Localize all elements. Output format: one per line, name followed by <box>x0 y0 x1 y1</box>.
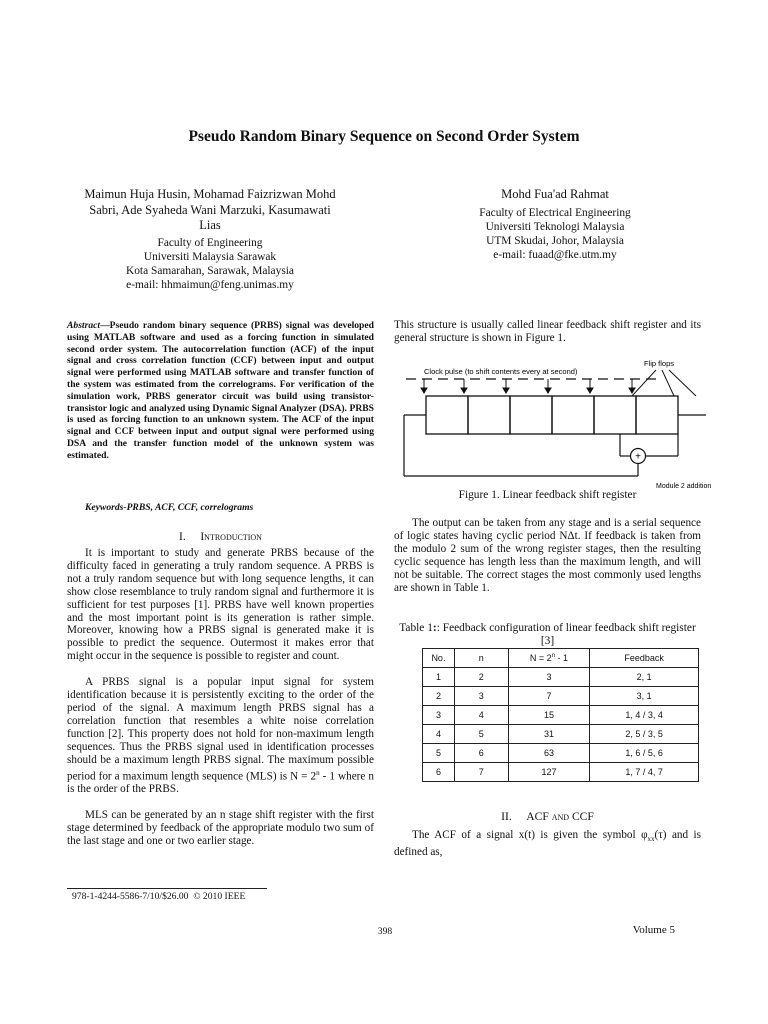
left-authors <box>50 187 370 234</box>
table-row: 5 6 63 1, 6 / 5, 6 <box>423 744 699 763</box>
superscript: n <box>316 768 320 777</box>
abstract <box>67 320 374 462</box>
table-row: 6 7 127 1, 7 / 4, 7 <box>423 763 699 782</box>
copyright: © 2010 IEEE <box>193 891 246 902</box>
isbn: 978-1-4244-5586-7/10/$26.00 <box>72 891 189 902</box>
isbn-footnote <box>72 891 245 902</box>
right-paragraph <box>394 517 701 594</box>
header-cell: No. <box>423 649 455 668</box>
section-heading-introduction <box>67 530 374 543</box>
paper-title: Pseudo Random Binary Sequence on Second Order System <box>188 128 580 145</box>
affiliation-line: Kota Samarahan, Sarawak, Malaysia <box>126 265 294 277</box>
abstract-text: —Pseudo random binary sequence (PRBS) signal was developed using MATLAB software and used as a forcing function in simulated second order system. The autocorrelation function (ACF) of the input signal and cross correlation function (CCF) between input and output signal were performed using MATLAB software and transfer function of the system was estimated from the correlograms. For verification of the simulation work, PRBS generator circuit was build using transistor-transistor logic and analyzed using Dynamic Signal Analyzer (DSA). PRBS is used as forcing function to an unknown system. The ACF of the input signal and CCF between input and output signal were performed using DSA and the transfer function model of the unknown system was estimated. <box>67 320 374 461</box>
clock-label: Clock pulse (to shift contents every at second) <box>424 367 578 376</box>
paragraph: The ACF of a signal x(t) is given the symbol $\varphi_{xx}(\tau)$ and is defined as, <box>394 829 701 859</box>
register-stages <box>426 396 678 434</box>
author-line: Sabri, Ade Syaheda Wani Marzuki, Kasumawati <box>89 202 331 217</box>
footnote-rule <box>67 888 267 889</box>
table-row: 3 4 15 1, 4 / 3, 4 <box>423 706 699 725</box>
paragraph: It is important to study and generate PRBS because of the difficulty faced in generating a truly random sequence. A PRBS is not a truly random sequence but with long sequence lengths, it can show close resemblance to truly random signal and furthermore it is sufficient for test purposes [1]. PRBS have well known properties and the most important point is its generation is rather simple. Moreover, knowing how a PRBS signal is generated make it is possible to predict the sequence. Outermost it makes error that might occur in the sequence is possible to register and count. <box>67 547 374 663</box>
author-line: Lias <box>199 218 221 232</box>
paragraph: MLS can be generated by an n stage shift register with the first stage determined by feedback of the appropriate modulo two sum of the last stage and one or two earlier stage. <box>67 809 374 847</box>
table-caption-text: : Feedback configuration of linear feedback shift register [3] <box>436 622 696 647</box>
header-cell: $N = 2^n - 1$ <box>508 649 590 668</box>
acf-paragraph <box>394 829 701 859</box>
keywords: Keywords-PRBS, ACF, CCF, correlograms <box>85 502 254 513</box>
section-number: I. <box>179 530 186 543</box>
lfsr-figure <box>394 352 714 497</box>
right-author <box>390 187 720 203</box>
author-line: Mohd Fua'ad Rahmat <box>501 187 609 201</box>
email: e-mail: hhmaimun@feng.unimas.my <box>126 279 294 291</box>
header-cell: Feedback <box>590 649 699 668</box>
section-title: Introduction <box>200 530 262 543</box>
table-row: 4 5 31 2, 5 / 3, 5 <box>423 725 699 744</box>
table-caption <box>394 622 701 648</box>
table-label: Table 1 <box>399 622 433 634</box>
left-affiliation <box>50 236 370 292</box>
left-column-body <box>67 547 374 848</box>
feedback-table <box>422 648 699 782</box>
feedback-path <box>404 415 678 476</box>
paragraph: A PRBS signal is a popular input signal for system identification because it is persistently exciting to the order of the period of the signal. A maximum length PRBS signal has a correlation function that resembles a white noise correlation function [2]. This property does not hold for non-maximum length sequences. Thus the PRBS signal used in identification processes should be a maximum length PRBS signal. The maximum possible period for a maximum length sequence (MLS) is $N = 2^n - 1$ where n is the order of the PRBS. <box>67 676 374 796</box>
affiliation-line: UTM Skudai, Johor, Malaysia <box>486 235 624 247</box>
table-caption-colon: : <box>432 622 437 634</box>
affiliation-line: Universiti Malaysia Sarawak <box>143 251 277 263</box>
page-number: 398 <box>377 926 393 937</box>
right-intro: This structure is usually called linear feedback shift register and its general structure is shown in Figure 1. <box>394 319 701 344</box>
flipflops-label: Flip flops <box>644 359 675 368</box>
modulo-label: Module 2 addition <box>656 483 712 490</box>
table-header-row <box>423 649 699 668</box>
header-cell: n <box>454 649 508 668</box>
table-row: 2 3 7 3, 1 <box>423 687 699 706</box>
affiliation-line: Faculty of Engineering <box>157 237 263 249</box>
table-row: 1 2 3 2, 1 <box>423 668 699 687</box>
figure-caption: Figure 1. Linear feedback shift register <box>458 489 637 501</box>
volume-label: Volume 5 <box>632 924 675 936</box>
affiliation-line: Faculty of Electrical Engineering <box>479 207 631 219</box>
author-line: Maimun Huja Husin, Mohamad Faizrizwan Mohd <box>84 187 336 201</box>
affiliation-line: Universiti Teknologi Malaysia <box>485 221 625 233</box>
paragraph: The output can be taken from any stage and is a serial sequence of logic states having cyclic period NΔt. If feedback is taken from the modulo 2 sum of the wrong register stages, then the resulting cyclic sequence has length less than the maximum length, and will not be suitable. The correct stages the most commonly used lengths are shown in Table 1. <box>394 517 701 594</box>
section-number: II. <box>501 810 512 823</box>
right-affiliation <box>390 206 720 262</box>
section-heading-acf-ccf: II. ACF and CCF <box>501 810 594 823</box>
email: e-mail: fuaad@fke.utm.my <box>493 249 617 261</box>
abstract-lead: Abstract <box>67 320 101 331</box>
xor-symbol: + <box>635 451 641 463</box>
